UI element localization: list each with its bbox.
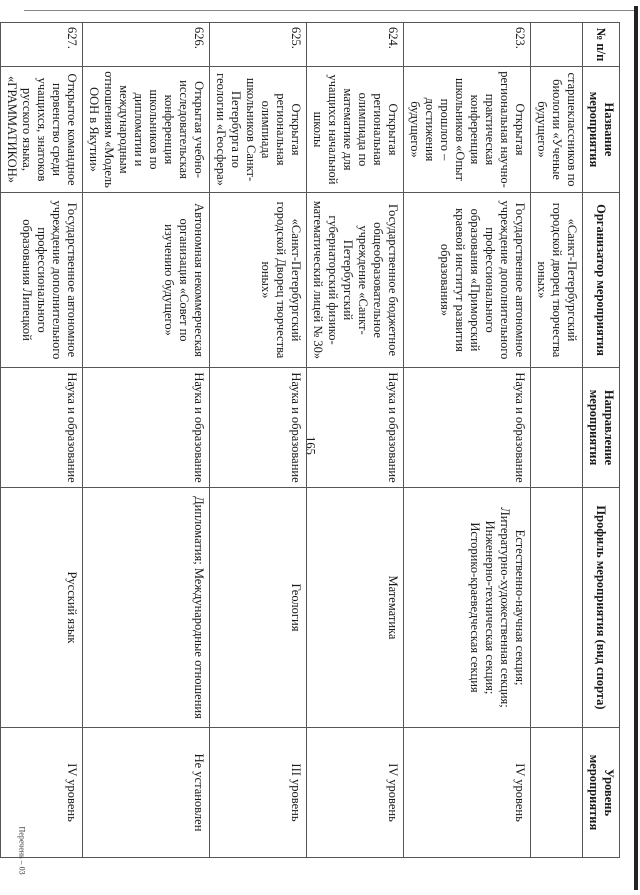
table-row	[210, 23, 307, 858]
event-name: Открытая учебно-исследовательская конференция школьников по дипломатии и международным отношениям «Модель ООН в Якутии»	[83, 67, 210, 193]
event-organizer: «Санкт-Петербургский городской дворец творчества юных»	[531, 193, 583, 368]
header-profile: Профиль мероприятия (вид спорта)	[583, 488, 620, 728]
event-level: IV уровень	[307, 728, 404, 858]
row-number: 625.	[210, 23, 307, 67]
table-row	[404, 23, 531, 858]
event-organizer: «Санкт-Петербургский городской Дворец творчества юных»	[210, 193, 307, 368]
event-level: Не установлен	[83, 728, 210, 858]
table-row	[83, 23, 210, 858]
event-level: III уровень	[210, 728, 307, 858]
header-direction: Направление мероприятия	[583, 368, 620, 488]
event-direction: Наука и образование	[404, 368, 531, 488]
header-organizer: Организатор мероприятия	[583, 193, 620, 368]
event-name: Открытое командное первенство среди учащихся, знатоков русского языка, «ГРАММАТИКОН»	[1, 67, 83, 193]
event-profile	[531, 488, 583, 728]
event-direction	[531, 368, 583, 488]
table-row	[531, 23, 583, 858]
header-level: Уровень мероприятия	[583, 728, 620, 858]
page-number: 165	[303, 436, 318, 455]
footer	[8, 828, 38, 888]
event-profile: Дипломатия; Международные отношения	[83, 488, 210, 728]
event-name: старшеклассников по биологии «Ученые будущего»	[531, 67, 583, 193]
event-organizer: Государственное бюджетное общеобразовательное учреждение «Санкт-Петербургский губернаторский физико-математический лицей № 30»	[307, 193, 404, 368]
event-direction: Наука и образование	[1, 368, 83, 488]
events-table	[0, 22, 620, 858]
event-profile: Естественно-научная секция; Литературно-художественная секция; Инженерно-техническая секция; Историко-краеведческая секция	[404, 488, 531, 728]
footer-text: Перечень – 03	[17, 826, 27, 875]
row-number: 626.	[83, 23, 210, 67]
event-name: Открытая региональная олимпиада школьников Санкт-Петербурга по геологии «Геосфера»	[210, 67, 307, 193]
row-number	[531, 23, 583, 67]
event-level: IV уровень	[1, 728, 83, 858]
header-number: № п/п	[583, 23, 620, 67]
event-direction: Наука и образование	[210, 368, 307, 488]
row-number: 624.	[307, 23, 404, 67]
event-organizer: Государственное автономное учреждение дополнительного профессионального образования «Приморский краевой институт развития образования»	[404, 193, 531, 368]
page-edge-line	[24, 10, 634, 11]
row-number: 627.	[1, 23, 83, 67]
event-name: Открытая региональная олимпиада по математике для учащихся начальной школы	[307, 67, 404, 193]
event-organizer: Автономная некоммерческая организация «Совет по изучению будущего»	[83, 193, 210, 368]
event-profile: Математика	[307, 488, 404, 728]
event-direction: Наука и образование	[307, 368, 404, 488]
table-row	[1, 23, 83, 858]
event-level	[531, 728, 583, 858]
event-level: IV уровень	[404, 728, 531, 858]
event-profile: Русский язык	[1, 488, 83, 728]
event-organizer: Государственное автономное учреждение дополнительного профессионального образования Липецкой	[1, 193, 83, 368]
event-profile: Геология	[210, 488, 307, 728]
table-row	[307, 23, 404, 858]
event-direction: Наука и образование	[83, 368, 210, 488]
table-header-row	[583, 23, 620, 858]
event-name: Открытая региональная научно-практическая конференция школьников «Опыт прошлого – достижения будущего»	[404, 67, 531, 193]
header-event-name: Название мероприятия	[583, 67, 620, 193]
row-number: 623.	[404, 23, 531, 67]
